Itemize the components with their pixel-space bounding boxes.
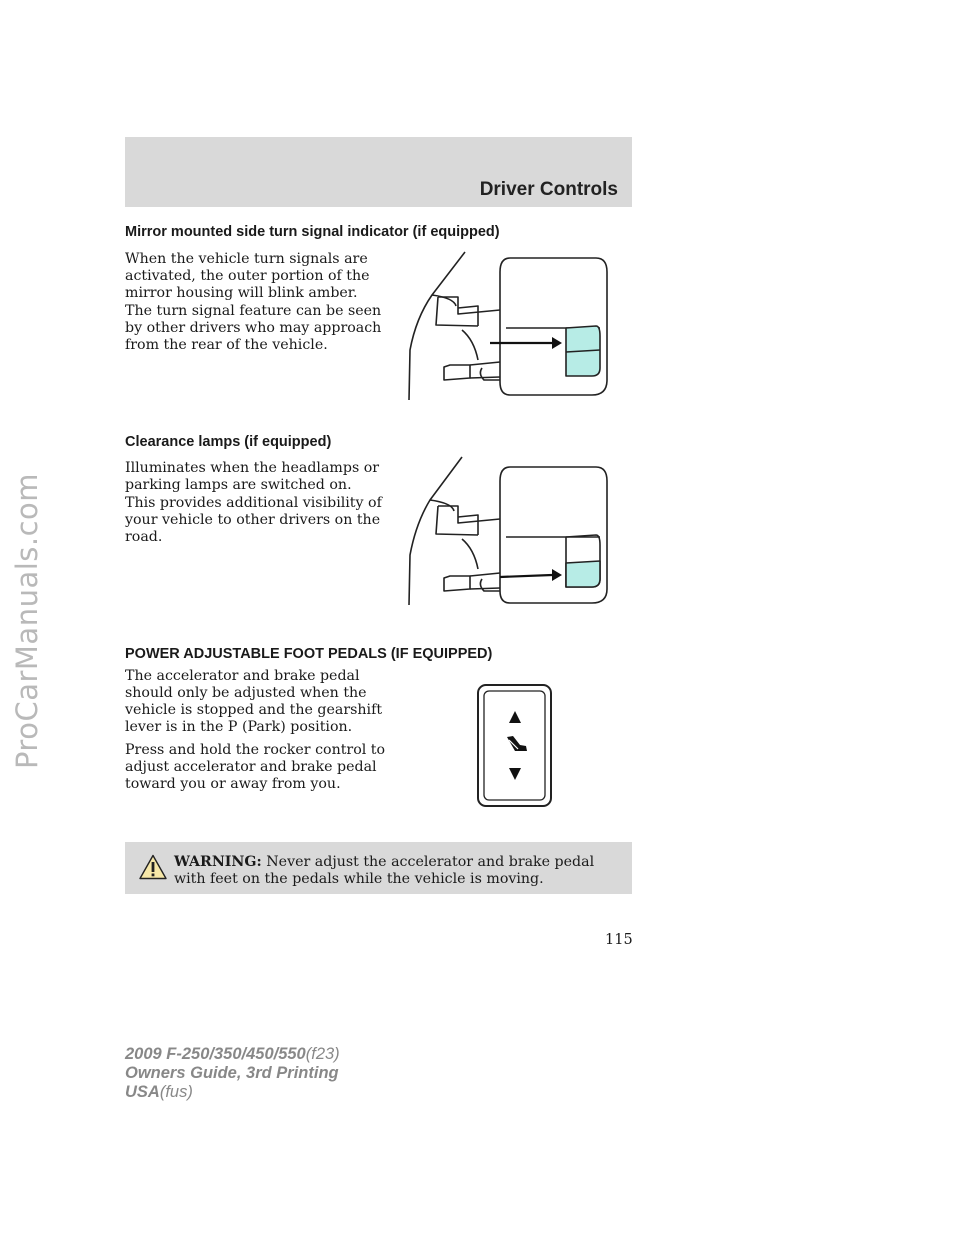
watermark-text: ProCarManuals.com bbox=[10, 472, 44, 770]
warning-box bbox=[125, 842, 632, 894]
warning-text bbox=[174, 854, 614, 888]
mirror-turn-signal-illustration bbox=[400, 250, 615, 405]
warning-label: WARNING: bbox=[174, 854, 262, 870]
clearance-lamp-illustration bbox=[400, 455, 615, 610]
paragraph-pedals-2: Press and hold the rocker control to adjust accelerator and brake pedal toward you or away from you. bbox=[125, 742, 386, 792]
footer-edition: Owners Guide, 3rd Printing bbox=[125, 1064, 339, 1082]
warning-message: Never adjust the accelerator and brake pedal with feet on the pedals while the vehicle is moving. bbox=[174, 854, 595, 887]
paragraph-mirror-signal-2: The turn signal feature can be seen by other drivers who may approach from the rear of the vehicle. bbox=[125, 303, 382, 353]
warning-triangle-icon bbox=[139, 854, 167, 880]
footer-region-code: (fus) bbox=[159, 1083, 193, 1101]
paragraph-clearance-2: This provides additional visibility of your vehicle to other drivers on the road. bbox=[125, 495, 382, 545]
page-number: 115 bbox=[605, 932, 633, 948]
paragraph-clearance-1: Illuminates when the headlamps or parking lamps are switched on. bbox=[125, 460, 380, 493]
heading-power-pedals: POWER ADJUSTABLE FOOT PEDALS (IF EQUIPPED) bbox=[125, 646, 493, 662]
section-title: Driver Controls bbox=[479, 179, 618, 200]
footer bbox=[125, 1045, 340, 1102]
paragraph-pedals-1: The accelerator and brake pedal should only be adjusted when the vehicle is stopped and the gearshift lever is in the P (Park) position. bbox=[125, 668, 383, 735]
pedal-rocker-switch-illustration bbox=[476, 683, 554, 809]
paragraph-mirror-signal-1: When the vehicle turn signals are activated, the outer portion of the mirror housing will blink amber. bbox=[125, 251, 370, 301]
heading-mirror-signal: Mirror mounted side turn signal indicator (if equipped) bbox=[125, 224, 500, 240]
footer-model: 2009 F-250/350/450/550 bbox=[125, 1045, 306, 1063]
watermark bbox=[0, 0, 62, 1242]
footer-model-code: (f23) bbox=[305, 1045, 340, 1063]
footer-region: USA bbox=[125, 1083, 160, 1101]
heading-clearance-lamps: Clearance lamps (if equipped) bbox=[125, 434, 332, 450]
section-header-band bbox=[125, 137, 632, 207]
